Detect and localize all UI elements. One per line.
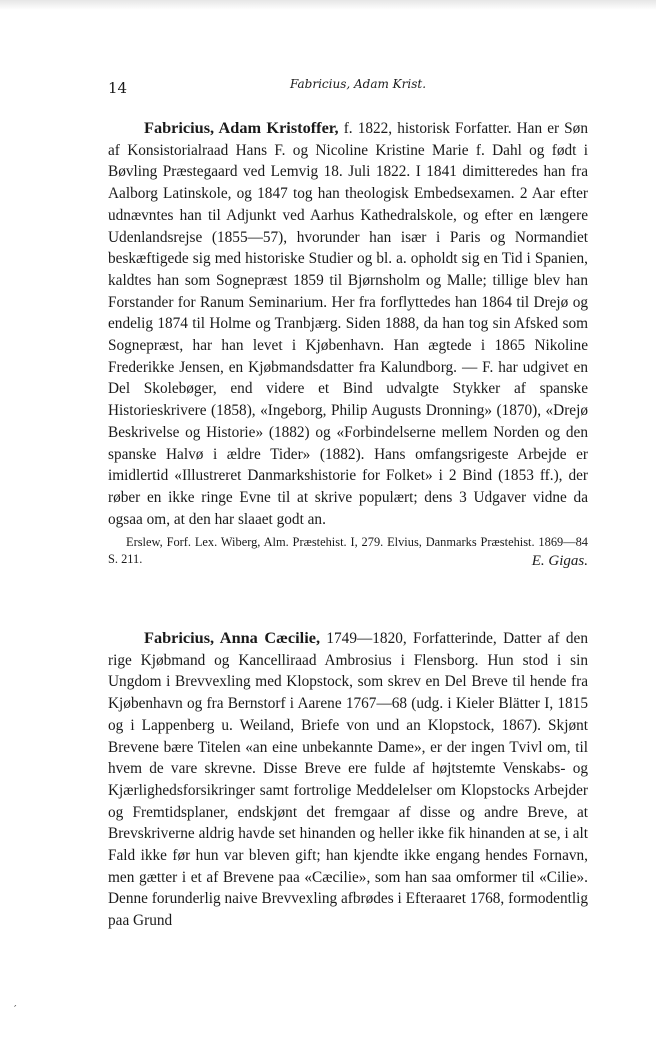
entry-text: 1749—1820, Forfatterinde, Datter af den rige Kjøbmand og Kancelliraad Ambrosius i Flensborg. Hun stod i sin Ungdom i Brevvexling med Klopstock, som skrev en Del Breve til hende fra Kjøbenhavn og fra Bernstorf i Aarene 1767—68 (udg. i Kieler Blätter I, 1815 og i Lappenberg u. Weiland, Briefe von und an Klopstock, 1867). Skjønt Brevene bære Titelen «an eine unbekannte Dame», er der ingen Tvivl om, til hvem de vare skrevne. Disse Breve ere fulde af højtstemte Venskabs- og Kjærlighedsforsikringer samt fortrolige Meddelelser om Klopstocks Arbejder og Fremtidsplaner, endskjønt det fremgaar af disse og andre Breve, at Brevskriverne aldrig havde set hinanden og heller ikke fik hinanden at se, i alt Fald ikke før hun var bleven gift; han kjendte ikke engang hendes Fornavn, men gætter i et af Brevene paa «Cæcilie», som han saa omformer til «Cilie». Denne forunderlig naive Brevvexling afbrødes i Efteraaret 1768, formodentlig paa Grund — [108, 630, 588, 930]
entry-body — [108, 627, 588, 932]
margin-mark: ′ — [14, 1003, 17, 1016]
page-header — [108, 77, 588, 97]
entry-text: f. 1822, historisk Forfatter. Han er Søn af Konsistorialraad Hans F. og Nicoline Kristine Marie f. Dahl og født i Bøvling Præstegaard ved Lemvig 18. Juli 1822. I 1841 dimitteredes han fra Aalborg Latinskole, og 1847 tog han theologisk Embedsexamen. 2 Aar efter udnævntes han til Adjunkt ved Aarhus Kathedralskole, og efter en længere Udenlandsrejse (1855—57), hvorunder han især i Paris og Normandiet beskæftigede sig med historiske Studier og bl. a. opholdt sig en Tid i Spanien, kaldtes han som Sognepræst 1859 til Bjørnsholm og Malle; tillige blev han Forstander for Ranum Seminarium. Her fra forflyttedes han 1864 til Drejø og endelig 1874 til Holme og Tranbjærg. Siden 1888, da han tog sin Afsked som Sognepræst, har han levet i Kjøbenhavn. Han ægtede i 1865 Nikoline Frederikke Jensen, en Kjøbmandsdatter fra Kalundborg. — F. har udgivet en Del Skolebøger, end videre et Bind udvalgte Stykker af spanske Historieskrivere (1858), «Ingeborg, Philip Augusts Dronning» (1870), «Drejø Beskrivelse og Historie» (1882) og «Forbindelserne mellem Norden og den spanske Halvø i ældre Tider» (1882). Hans omfangsrigeste Arbejde er imidlertid «Illustreret Danmarkshistorie for Folket» i 2 Bind (1853 ff.), der røber en ikke ringe Evne til at skrive populært; dens 3 Udgaver vidne da ogsaa om, at den har slaaet godt an. — [108, 120, 588, 528]
entry-signature: E. Gigas. — [531, 553, 588, 570]
scan-top-edge — [0, 0, 656, 10]
entry-headword: Fabricius, Anna Cæcilie, — [144, 628, 321, 647]
entry-body — [108, 117, 588, 530]
entry-headword: Fabricius, Adam Kristoffer, — [144, 118, 339, 137]
entry-anna-caecilie — [108, 627, 588, 932]
entry-adam-kristoffer — [108, 117, 588, 573]
running-head: Fabricius, Adam Krist. — [289, 77, 427, 91]
page-number: 14 — [108, 79, 128, 97]
entry-sources: Erslew, Forf. Lex. Wiberg, Alm. Præstehist. I, 279. Elvius, Danmarks Præstehist. 1869—84 S. 211. — [108, 535, 588, 567]
